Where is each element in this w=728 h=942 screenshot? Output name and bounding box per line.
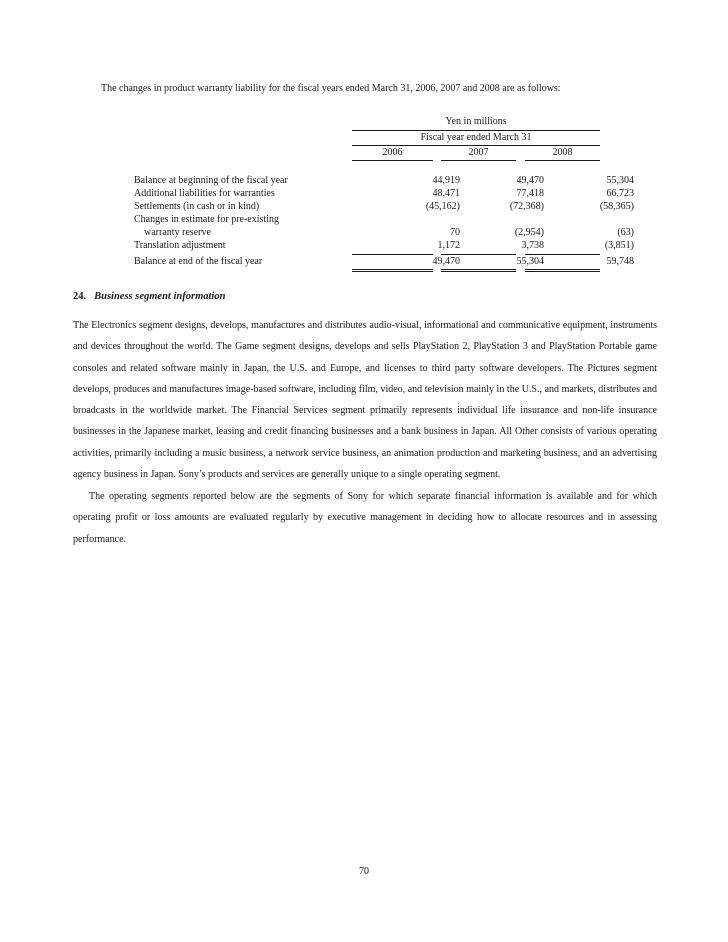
body-paragraph-2: The operating segments reported below are the segments of Sony for which separate financial information is available and for which operating profit or loss amounts are evaluated regularly by executive management in deciding how to allocate resources and in assessing performance.	[73, 491, 657, 545]
row-label: Balance at end of the fiscal year	[134, 256, 263, 267]
subtotal-rule-2006	[352, 254, 433, 255]
value-2008: (63)	[617, 227, 634, 238]
row-label: Balance at beginning of the fiscal year	[134, 175, 288, 186]
year-header-2006: 2006	[382, 147, 403, 158]
value-2006: 48,471	[432, 188, 460, 199]
row-label: Changes in estimate for pre-existing	[134, 214, 279, 225]
value-2007: (2,954)	[514, 227, 544, 238]
value-2007: (72,368)	[509, 201, 544, 212]
value-2006: 1,172	[437, 240, 460, 251]
table-row	[134, 240, 634, 253]
subtotal-rule-2007	[441, 254, 516, 255]
total-rule-2007	[441, 269, 516, 272]
row-label: Translation adjustment	[134, 240, 226, 251]
year-header-2008: 2008	[552, 147, 573, 158]
value-2007: 55,304	[516, 256, 544, 267]
value-2008: 66,723	[606, 188, 634, 199]
value-2006: 49,470	[432, 256, 460, 267]
value-2006: 44,919	[432, 175, 460, 186]
value-2007: 49,470	[516, 175, 544, 186]
value-2007: 3,738	[521, 240, 544, 251]
section-number: 24.	[73, 291, 87, 302]
value-2006: 70	[450, 227, 460, 238]
table-unit-label: Yen in millions	[445, 116, 507, 127]
subtotal-rule-2008	[525, 254, 600, 255]
table-period-label: Fiscal year ended March 31	[420, 132, 532, 143]
total-rule-2006	[352, 269, 433, 272]
value-2007: 77,418	[516, 188, 544, 199]
year-header-2007: 2007	[468, 147, 489, 158]
intro-text: The changes in product warranty liability for the fiscal years ended March 31, 2006, 2007 and 2008 are as follows:	[101, 83, 561, 94]
row-label: Settlements (in cash or in kind)	[134, 201, 260, 212]
section-heading	[73, 291, 225, 302]
body-paragraph-1: The Electronics segment designs, develops, manufactures and distributes audio-visual, informational and communicative equipment, instruments and devices throughout the world. The Game segment designs, develops and sells PlayStation 2, PlayStation 3 and PlayStation Portable game consoles and related software mainly in Japan, the U.S. and Europe, and licenses to third party software developers. The Pictures segment develops, produces and manufactures image-based software, including film, video, and television mainly in the U.S., and markets, distributes and broadcasts in the worldwide market. The Financial Services segment primarily represents individual life insurance and non-life insurance businesses in the Japanese market, leasing and credit financing businesses and a bank business in Japan. All Other consists of various operating activities, primarily including a music business, a network service business, an animation production and marketing business, and an advertising agency business in Japan. Sony’s products and services are generally unique to a single operating segment.	[73, 320, 657, 481]
total-rule-2008	[525, 269, 600, 272]
value-2008: 59,748	[606, 256, 634, 267]
header-rule-mid	[352, 145, 600, 146]
page-number: 70	[359, 866, 369, 877]
section-title: Business segment information	[94, 291, 226, 302]
year-rule-2006	[352, 160, 433, 161]
table-row	[134, 201, 634, 214]
value-2008: (3,851)	[604, 240, 634, 251]
year-rule-2007	[441, 160, 516, 161]
value-2006: (45,162)	[425, 201, 460, 212]
value-2008: (58,365)	[599, 201, 634, 212]
table-row	[134, 227, 634, 240]
value-2008: 55,304	[606, 175, 634, 186]
table-row	[134, 175, 634, 188]
row-label: warranty reserve	[144, 227, 211, 238]
header-rule-top	[352, 130, 600, 131]
year-rule-2008	[525, 160, 600, 161]
table-row-total	[134, 256, 634, 269]
table-row	[134, 214, 604, 227]
table-row	[134, 188, 634, 201]
row-label: Additional liabilities for warranties	[134, 188, 275, 199]
